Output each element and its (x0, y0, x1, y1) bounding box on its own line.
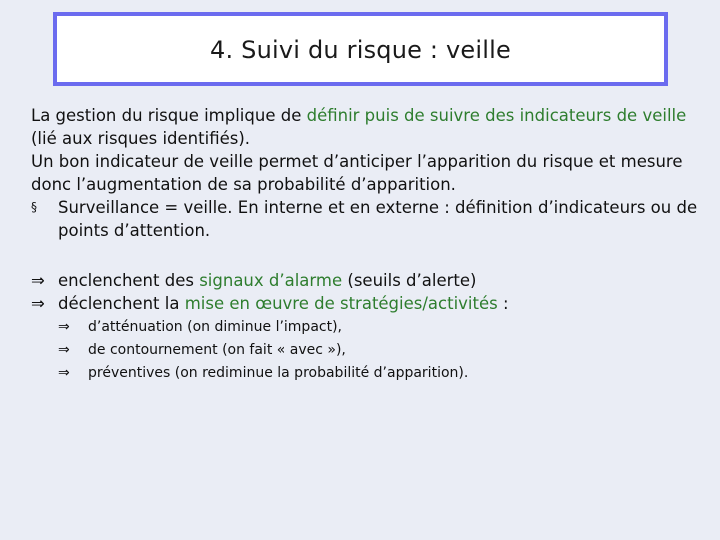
strategies-highlight: mise en œuvre de stratégies/activités (184, 294, 498, 313)
intro-text-2: (lié aux risques identifiés). (31, 129, 251, 148)
implies-arrow-icon: ⇒ (58, 365, 70, 381)
alarm-text-2: (seuils d’alerte) (342, 271, 477, 290)
slide-body (31, 104, 701, 385)
implies-arrow-icon: ⇒ (58, 342, 70, 358)
sub-item-text: préventives (on rediminue la probabilité d’apparition). (88, 365, 469, 381)
sub-item-attenuation (58, 316, 701, 339)
arrow-item-alarm (31, 269, 701, 292)
alarm-text-1: enclenchent des (58, 271, 200, 290)
title-box (53, 12, 668, 86)
sub-item-preventives (58, 362, 701, 385)
implies-arrow-icon: ⇒ (58, 319, 70, 335)
sub-item-text: d’atténuation (on diminue l’impact), (88, 319, 342, 335)
paragraph-intro (31, 104, 701, 150)
sub-list (58, 316, 701, 385)
bullet-surveillance (31, 196, 701, 242)
paragraph-indicator: Un bon indicateur de veille permet d’anticiper l’apparition du risque et mesure donc l’augmentation de sa probabilité d’apparition. (31, 152, 683, 194)
arrow-item-strategies (31, 292, 701, 315)
bullet-marker: § (31, 200, 37, 214)
strategies-text-1: déclenchent la (58, 294, 185, 313)
intro-text-1: La gestion du risque implique de (31, 106, 307, 125)
strategies-text-2: : (497, 294, 509, 313)
intro-highlight: définir puis de suivre des indicateurs de veille (306, 106, 687, 125)
implies-arrow-icon: ⇒ (31, 294, 45, 313)
bullet-text: Surveillance = veille. En interne et en externe : définition d’indicateurs ou de points d’attention. (58, 198, 698, 240)
sub-item-contournement (58, 339, 701, 362)
alarm-highlight: signaux d’alarme (199, 271, 343, 290)
sub-item-text: de contournement (on fait « avec »), (88, 342, 346, 358)
slide-title: 4. Suivi du risque : veille (210, 36, 511, 64)
implies-arrow-icon: ⇒ (31, 271, 45, 290)
